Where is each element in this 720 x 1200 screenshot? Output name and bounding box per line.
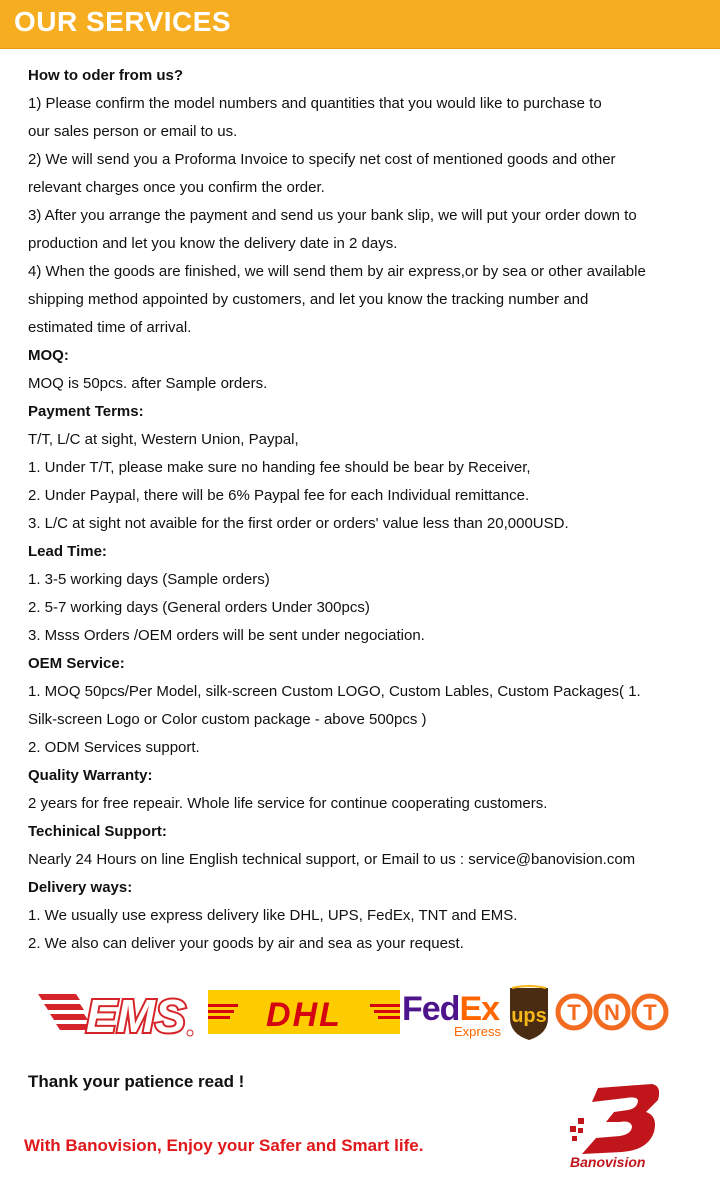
services-header — [0, 0, 720, 49]
brand-name: Banovision — [570, 1154, 646, 1170]
body-text-line: shipping method appointed by customers, and let you know the tracking number and — [28, 291, 589, 308]
section-heading: MOQ: — [28, 347, 69, 364]
services-content — [28, 62, 708, 958]
ups-logo — [506, 982, 552, 1042]
fedex-express-text: Express — [454, 1024, 501, 1039]
body-text-line: 1. Under T/T, please make sure no handing fee should be bear by Receiver, — [28, 459, 531, 476]
body-text-line: 3. L/C at sight not avaible for the first order or orders' value less than 20,000USD. — [28, 515, 569, 532]
fedex-ex-text: Ex — [459, 990, 500, 1028]
body-text-line: T/T, L/C at sight, Western Union, Paypal, — [28, 431, 299, 448]
section-heading: How to oder from us? — [28, 67, 183, 84]
body-text-line: 1) Please confirm the model numbers and quantities that you would like to purchase to — [28, 95, 602, 112]
carrier-logos — [38, 982, 670, 1042]
body-text-line: estimated time of arrival. — [28, 319, 192, 336]
body-text-line: 2. Under Paypal, there will be 6% Paypal fee for each Individual remittance. — [28, 487, 530, 504]
fedex-logo — [402, 982, 506, 1042]
section-heading: Delivery ways: — [28, 879, 133, 896]
ems-logo-text: EMS — [86, 990, 186, 1042]
tnt-letter-2: N — [604, 1000, 620, 1025]
body-text-line: 3) After you arrange the payment and send us your bank slip, we will put your order down to — [28, 207, 637, 224]
body-text-line: 1. MOQ 50pcs/Per Model, silk-screen Custom LOGO, Custom Lables, Custom Packages( 1. — [28, 683, 641, 700]
banovision-b-icon — [562, 1082, 672, 1156]
body-text-line: relevant charges once you confirm the order. — [28, 179, 325, 196]
slogan-text: With Banovision, Enjoy your Safer and Smart life. — [24, 1136, 424, 1155]
header-title: OUR SERVICES — [14, 6, 232, 37]
body-text-line: Nearly 24 Hours on line English technical support, or Email to us : service@banovision.com — [28, 851, 636, 868]
fedex-fed-text: Fed — [402, 990, 460, 1028]
body-text-line: 2. We also can deliver your goods by air and sea as your request. — [28, 935, 464, 952]
section-heading: Techinical Support: — [28, 823, 167, 840]
body-text-line: 2. ODM Services support. — [28, 739, 200, 756]
body-text-line: 2. 5-7 working days (General orders Under 300pcs) — [28, 599, 370, 616]
section-heading: Quality Warranty: — [28, 767, 153, 784]
section-heading: Payment Terms: — [28, 403, 144, 420]
body-text-line: 4) When the goods are finished, we will send them by air express,or by sea or other available — [28, 263, 646, 280]
section-heading: OEM Service: — [28, 655, 125, 672]
body-text-line: our sales person or email to us. — [28, 123, 238, 140]
tnt-letter-1: T — [567, 1000, 581, 1025]
thanks-text: Thank your patience read ! — [28, 1072, 245, 1091]
tnt-letter-3: T — [643, 1000, 657, 1025]
body-text-line: Silk-screen Logo or Color custom package - above 500pcs ) — [28, 711, 427, 728]
dhl-logo-text: DHL — [266, 996, 342, 1034]
ups-logo-text: ups — [511, 1005, 547, 1027]
body-text-line: 2 years for free repeair. Whole life service for continue cooperating customers. — [28, 795, 548, 812]
tnt-logo — [554, 982, 670, 1042]
body-text-line: 2) We will send you a Proforma Invoice to specify net cost of mentioned goods and other — [28, 151, 616, 168]
banovision-logo — [562, 1082, 672, 1174]
svg-text:FedEx — [402, 990, 500, 1028]
dhl-logo — [208, 982, 400, 1042]
ems-logo — [38, 982, 206, 1042]
body-text-line: 1. We usually use express delivery like DHL, UPS, FedEx, TNT and EMS. — [28, 907, 518, 924]
body-text-line: 3. Msss Orders /OEM orders will be sent under negociation. — [28, 627, 425, 644]
body-text-line: 1. 3-5 working days (Sample orders) — [28, 571, 270, 588]
section-heading: Lead Time: — [28, 543, 107, 560]
body-text-line: MOQ is 50pcs. after Sample orders. — [28, 375, 268, 392]
body-text-line: production and let you know the delivery date in 2 days. — [28, 235, 398, 252]
